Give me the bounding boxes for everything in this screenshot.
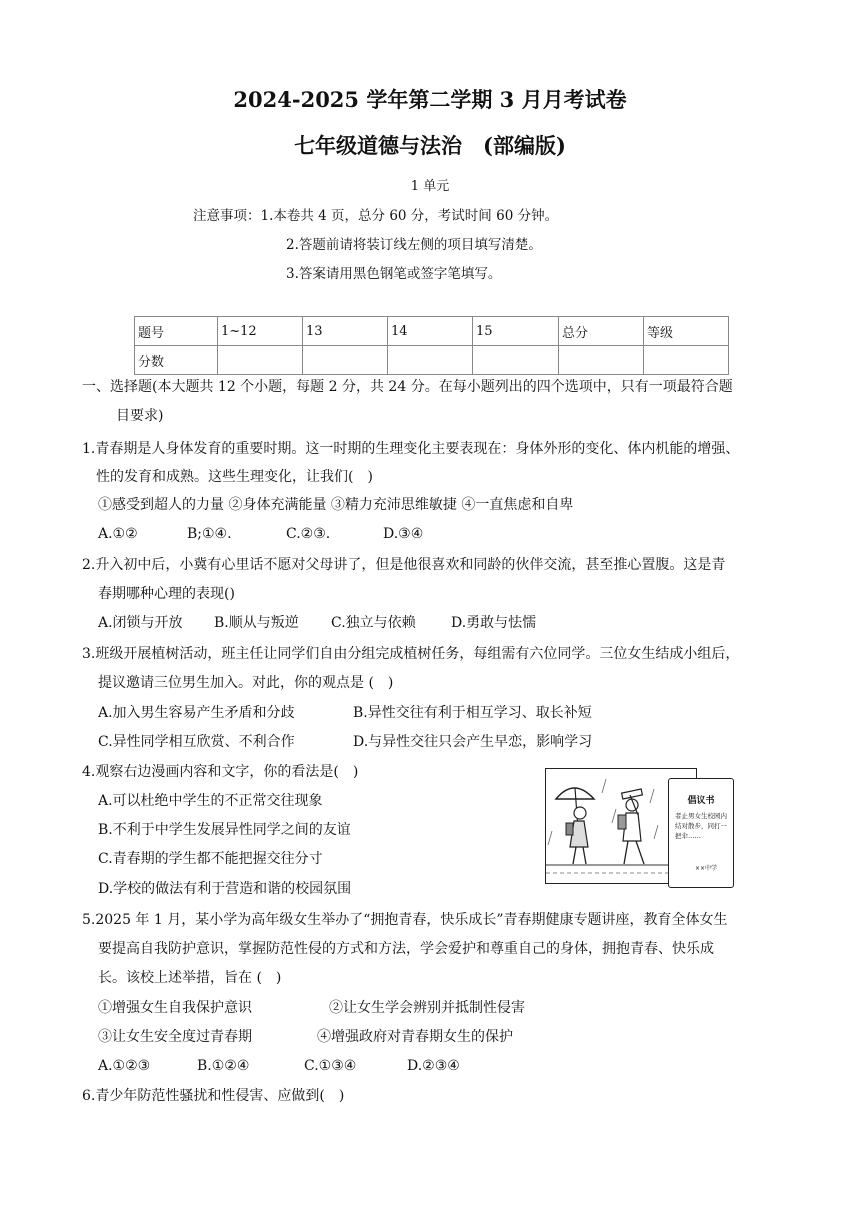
exam-title: 2024-2025 学年第二学期 3 月月考试卷 <box>233 87 627 112</box>
q5-option-c[interactable]: C.①③④ <box>304 1058 357 1074</box>
score-cell[interactable] <box>559 346 644 375</box>
q3-option-a[interactable]: A.加入男生容易产生矛盾和分歧 <box>98 705 295 721</box>
q3-option-d[interactable]: D.与异性交往只会产生早恋，影响学习 <box>353 734 593 750</box>
score-header-cell: 15 <box>473 317 559 346</box>
q2-option-b[interactable]: B.顺从与叛逆 <box>214 615 299 631</box>
q4-option-a[interactable]: A.可以杜绝中学生的不正常交往现象 <box>98 793 323 809</box>
q3-stem: 3.班级开展植树活动，班主任让同学们自由分组完成植树任务，每组需有六位同学。三位女生结成小组后， <box>82 646 740 662</box>
proposal-signature: ××中学 <box>695 865 718 872</box>
score-header-cell: 等级 <box>644 317 729 346</box>
q1-stem-cont: 性的发育和成熟。这些生理变化，让我们( ) <box>96 469 373 485</box>
q1-option-b[interactable]: B;①④. <box>187 526 232 542</box>
q4-option-d[interactable]: D.学校的做法有利于营造和谐的校园氛围 <box>98 881 352 897</box>
q3-option-c[interactable]: C.异性同学相互欣赏、不利合作 <box>98 734 295 750</box>
q2-stem: 2.升入初中后，小冀有心里话不愿对父母讲了，但是他很喜欢和同龄的伙伴交流，甚至推心置腹。这是青 <box>82 557 726 573</box>
score-header-cell: 总分 <box>559 317 644 346</box>
q4-option-b[interactable]: B.不利于中学生发展异性同学之间的友谊 <box>98 822 351 838</box>
q5-item-4: ④增强政府对青春期女生的保护 <box>317 1029 513 1045</box>
q1-option-d[interactable]: D.③④ <box>383 526 424 542</box>
q3-stem-cont: 提议邀请三位男生加入。对此，你的观点是 ( ) <box>98 675 394 691</box>
q4-option-c[interactable]: C.青春期的学生都不能把握交往分寸 <box>98 851 323 867</box>
q5-item-1: ①增强女生自我保护意识 <box>98 1000 252 1016</box>
score-cell[interactable] <box>644 346 729 375</box>
note-line-3: 3.答案请用黑色钢笔或签字笔填写。 <box>286 266 502 282</box>
q2-option-c[interactable]: C.独立与依赖 <box>331 615 416 631</box>
note-line-2: 2.答题前请将装订线左侧的项目填写清楚。 <box>286 237 542 253</box>
score-cell[interactable] <box>388 346 473 375</box>
q5-stem: 5.2025 年 1 月，某小学为高年级女生举办了“拥抱青春，快乐成长”青春期健康专题讲座，教育全体女生 <box>82 912 728 928</box>
q2-option-d[interactable]: D.勇敢与怯懦 <box>451 615 537 631</box>
q1-option-a[interactable]: A.①② <box>98 526 138 542</box>
q5-option-a[interactable]: A.①②③ <box>98 1058 151 1074</box>
score-header-cell: 14 <box>388 317 473 346</box>
score-table <box>134 316 729 375</box>
q1-items: ①感受到超人的力量 ②身体充满能量 ③精力充沛思维敏捷 ④一直焦虑和自卑 <box>98 497 574 513</box>
score-table-score-row <box>135 346 729 375</box>
score-header-cell: 1~12 <box>218 317 303 346</box>
exam-subtitle: 七年级道德与法治 (部编版) <box>294 133 566 158</box>
note-line-1: 注意事项：1.本卷共 4 页，总分 60 分，考试时间 60 分钟。 <box>193 208 559 224</box>
q2-stem-cont: 春期哪种心理的表现() <box>98 586 235 602</box>
proposal-text: 者止男女生校园内结对散步，同打一把伞…… <box>675 812 727 840</box>
q5-option-b[interactable]: B.①②④ <box>197 1058 250 1074</box>
q4-stem: 4.观察右边漫画内容和文字，你的看法是( ) <box>82 764 359 780</box>
q6-stem: 6.青少年防范性骚扰和性侵害、应做到( ) <box>82 1088 345 1104</box>
score-header-cell: 13 <box>303 317 388 346</box>
score-table-header-row <box>135 317 729 346</box>
score-cell[interactable] <box>473 346 559 375</box>
proposal-title: 倡议书 <box>687 796 715 806</box>
proposal-scroll <box>668 778 734 888</box>
q5-stem-cont-1: 要提高自我防护意识，掌握防范性侵的方式和方法，学会爱护和尊重自己的身体，拥抱青春、快乐成 <box>98 941 714 957</box>
score-header-cell: 题号 <box>135 317 218 346</box>
q5-item-3: ③让女生安全度过青春期 <box>98 1029 252 1045</box>
q5-stem-cont-2: 长。该校上述举措，旨在 ( ) <box>98 970 282 986</box>
unit-label: 1 单元 <box>410 179 450 194</box>
q3-option-b[interactable]: B.异性交往有利于相互学习、取长补短 <box>353 705 592 721</box>
score-cell[interactable] <box>303 346 388 375</box>
q5-item-2: ②让女生学会辨别并抵制性侵害 <box>329 1000 525 1016</box>
score-cell[interactable] <box>218 346 303 375</box>
section-heading: 一、选择题(本大题共 12 个小题，每题 2 分，共 24 分。在每小题列出的四个选项中，只有一项最符合题 <box>82 379 733 395</box>
section-heading-cont: 目要求) <box>116 408 164 424</box>
q2-option-a[interactable]: A.闭锁与开放 <box>98 615 183 631</box>
q1-option-c[interactable]: C.②③. <box>286 526 331 542</box>
score-row-label: 分数 <box>135 346 218 375</box>
q5-option-d[interactable]: D.②③④ <box>407 1058 460 1074</box>
q1-stem: 1.青春期是人身体发育的重要时期。这一时期的生理变化主要表现在：身体外形的变化、体内机能的增强、 <box>82 441 740 457</box>
